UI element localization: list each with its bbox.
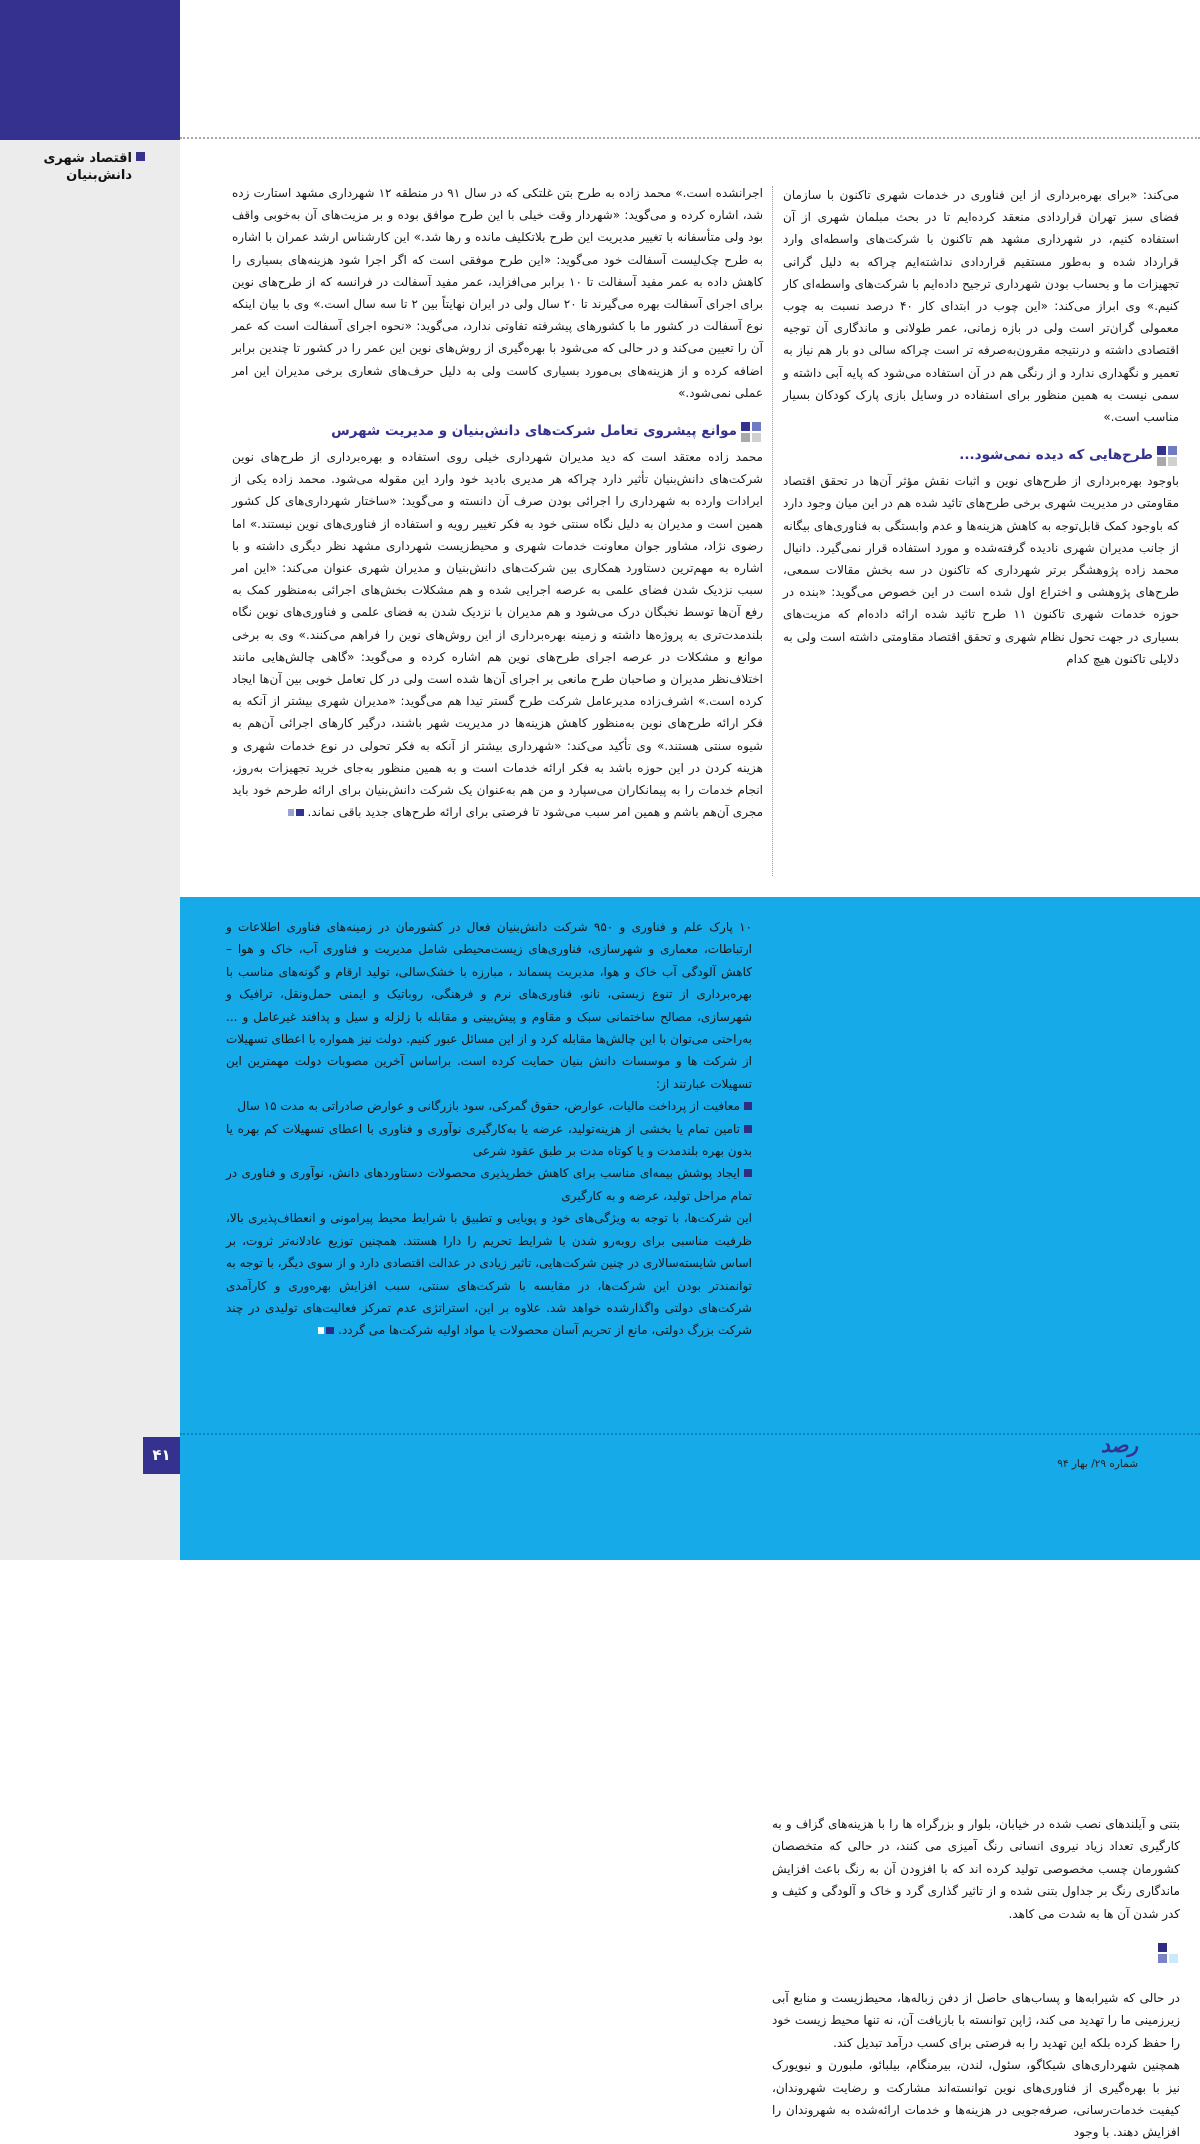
heading-line-1: نمونه‌های جهانی از دانش‌بنیانی [939, 1945, 1154, 1962]
bullet-square-icon [744, 1125, 752, 1133]
magazine-logo: رصد [1100, 1433, 1138, 1457]
heading-text [939, 1943, 1154, 1985]
sidebar-bullet: معافیت از پرداخت مالیات، عوارض، حقوق گمرکی، سود بازرگانی و عوارض صادراتی به مدت ۱۵ سال [226, 1095, 752, 1117]
sidebar-bullet: ایجاد پوشش بیمه‌ای مناسب برای کاهش خطرپذیری محصولات دستاوردهای دانش، نوآوری و فناوری در تمام مراحل تولید، عرضه و به کارگیری [226, 1166, 752, 1203]
heading-global-examples [772, 1943, 1180, 1985]
end-of-article-icon [288, 809, 294, 816]
end-of-article-icon [296, 809, 304, 816]
column-divider [772, 186, 773, 876]
section-subtitle: دانش‌بنیان [66, 168, 132, 183]
sidebar-column-right [772, 1813, 1180, 2144]
page-number: ۴۱ [143, 1437, 180, 1474]
heading-unseen-projects [783, 446, 1179, 468]
sidebar-paragraph: ۱۰ پارک علم و فناوری و ۹۵۰ شرکت دانش‌بنیان فعال در کشورمان در زمینه‌های فناوری اطلاعات و ارتباطات، معماری و شهرسازی، فناوری‌های زیست‌محیطی شامل مدیریت و فناوری آب، خاک و هوا – کاهش آلودگی آب خاک و هوا، مدیریت پسماند ، مبارزه با خشک‌سالی، تولید ارقام و گونه‌های مناسب با بهره‌برداری از تنوع زیستی، نانو، فناوری‌های نرم و فرهنگی، روباتیک و ایمنی حمل‌ونقل، ترافیک و شهرسازی، مصالح ساختمانی سبک و مقاوم و پیش‌بینی و مقابله با زلزله و سیل و پدافند غیرعامل و ... به‌راحتی می‌توان با این چالش‌ها مقابله کرد و از این مسائل عبور کنیم. دولت نیز همواره با اعطای تسهیلات از شرکت ها و موسسات دانش بنیان حمایت کرده است. براساس آخرین مصوبات دولت مهمترین این تسهیلات عبارتند از: [226, 920, 752, 1091]
article-paragraph: باوجود بهره‌برداری از طرح‌های نوین و اثبات نقش مؤثر آن‌ها در تحقق اقتصاد مقاومتی در مدیریت شهری برخی طرح‌های تائید شده هم در این میان وجود دارد که باوجود کمک قابل‌توجه به کاهش هزینه‌ها و عدم وابستگی به فناوری‌های بیگانه از جانب مدیران شهری نادیده گرفته‌شده و مورد استفاده قرار نمی‌گیرد. دانیال محمد زاده پژوهشگر برتر شهرداری که تاکنون در سه بخش مقالات سمعی، طرح‌های پژوهشی و اختراع اول شده است در این خصوص می‌گوید: «بنده در حوزه خدمات شهری تاکنون ۱۱ طرح تائید شده ارائه داده‌ام که مزیت‌های بسیاری در جهت تحول نظام شهری و تحقق اقتصاد مقاومتی داشته است ولی به دلایلی تاکنون هیچ کدام [783, 474, 1179, 666]
section-square-icon [136, 152, 145, 161]
bullet-square-icon [744, 1169, 752, 1177]
issue-info: شماره ۲۹/ بهار ۹۴ [1057, 1458, 1138, 1470]
article-paragraph: اجرانشده است.» محمد زاده به طرح بتن غلتکی که در سال ۹۱ در منطقه ۱۲ شهرداری مشهد استارت زده شد، اشاره کرده و می‌گوید: «شهردار وقت خیلی با این طرح موافق بوده و بر مزیت‌های آن به‌خوبی واقف بود ولی متأسفانه با تغییر مدیریت این طرح بلاتکلیف مانده و رها شد.» این کارشناس ارشد عمران با اشاره به طرح چک‌لیست آسفالت خود می‌گوید: «این طرح موفقی است که اگر اجرا شود هزینه‌های بسیاری را کاهش داده به عمر مفید آسفالت تا ۱۰ برابر می‌افزاید، عمر مفید آسفالت در فرانسه که از طرح‌های نوین برای اجرای آسفالت بهره می‌گیرند تا ۲۰ سال ولی در ایران نهایتاً بین ۲ تا سه سال است.» وی با بیان اینکه نوع آسفالت در کشور ما با کشورهای پیشرفته تفاوتی ندارد، می‌گوید: «نحوه اجرای آسفالت است که عمر آن را تعیین می‌کند و در حالی که می‌شود با بهره‌گیری از روش‌های نوین این عمر را در کشور تا چندین برابر اضافه کرده و از هزینه‌های بی‌مورد بسیاری کاست ولی به دلیل حرف‌های شعاری برخی مدیران این امر عملی نمی‌شود.» [232, 186, 764, 400]
heading-line-2: در مدیریت شهری [1033, 1966, 1154, 1983]
heading-text: طرح‌هایی که دیده نمی‌شود... [959, 447, 1153, 464]
article-paragraph: محمد زاده معتقد است که دید مدیران شهرداری خیلی روی استفاده و بهره‌برداری از طرح‌های نوین شرکت‌های دانش‌بنیان تأثیر دارد چراکه هر مدیری بادید خود وارد این مقوله می‌شود. محمد زاده یکی از ایرادات وارده به شهرداری را اجرائی بودن صرف آن دانسته و می‌گوید: «ساختار شهرداری‌های کل کشور همین است و مدیران به دلیل نگاه سنتی خود به فکر تغییر رویه و استفاده از فناوری‌های نوین نیستند.» اما رضوی نژاد، مشاور جوان معاونت خدمات شهری و محیط‌زیست شهرداری مشهد نظر دیگری داشته و با اشاره به مهم‌ترین دستاورد همکاری بین شرکت‌های دانش‌بنیان و مدیران شهری عنوان می‌کند: «این امر سبب نزدیک شدن فضای علمی به عرصه اجرایی شده و هم مشکلات بخش‌های اجرائی به‌منظور کمک به رفع آن‌ها توسط نخبگان درک می‌شود و هم مدیران با نزدیک شدن به فضای علمی و فناوری‌های نوین نگاه بلندمدت‌تری به پروژه‌ها داشته و زمینه بهره‌برداری از این روش‌های نوین را فراهم می‌کنند.» وی به برخی موانع و مشکلات در عرصه اجرای طرح‌های نوین هم اشاره کرده و می‌گوید: «گاهی چالش‌هایی مانند اختلاف‌نظر مدیران و صاحبان طرح مانعی بر اجرای آن‌ها شده است ولی در کل تعامل خوبی بین آن‌ها ایجاد کرده است.» اشرف‌زاده مدیرعامل شرکت طرح گستر تیدا هم می‌گوید: «مدیران شهری بیشتر از آنکه به فکر ارائه طرح‌های نوین به‌منظور کاهش هزینه‌ها در مدیریت شهر باشند، درگیر کارهای اجرائی آن‌هم به شیوه سنتی هستند.» وی تأکید می‌کند: «شهرداری بیشتر از آنکه به فکر تحولی در نوع خدمات شهری و هزینه کردن در این حوزه باشد به فکر ارائه خدمات است و به همین منظور به‌جای خرید تجهیزات به‌روز، انجام خدمات را به پیمانکاران می‌سپارد و من هم به‌عنوان یک شرکت دانش‌بنیان برای ارائه طرحم خود باید مجری آن‌هم باشم و همین امر سبب می‌شود تا فرصتی برای ارائه طرح‌های جدید باقی نماند. [232, 450, 763, 820]
sidebar-dotted-line [180, 1433, 1200, 1435]
sidebar-paragraph: همچنین شهرداری‌های شیکاگو، سئول، لندن، بیرمنگام، بیلبائو، ملبورن و نیویورک نیز با بهره‌گیری از فناوری‌های نوین توانسته‌اند مشارکت و رضایت شهروندان، کیفیت خدمات‌رسانی، صرفه‌جویی در هزینه‌ها و خدمات ارائه‌شده به شهروندان را افزایش دهند. با وجود [772, 2058, 1180, 2140]
end-of-sidebar-icon [326, 1327, 334, 1334]
heading-cubes-icon [741, 422, 763, 444]
article-column-right [783, 184, 1179, 670]
left-margin-band [0, 0, 180, 1560]
article-column-middle [232, 182, 763, 823]
header-dotted-line [180, 137, 1200, 139]
header-color-block [0, 0, 180, 140]
sidebar-paragraph: بتنی و آیلندهای نصب شده در خیابان، بلوار و بزرگراه ها را با هزینه‌های گزاف و به کارگیری تعداد زیاد نیروی انسانی رنگ آمیزی می کنند، در حالی که متخصصان کشورمان چسب مخصوصی تولید کرده اند که با افزودن آن به رنگ باعث افزایش ماندگاری رنگ بر جداول بتنی شده و از تاثیر گذاری گرد و خاک و آلودگی و کثیف و کدر شدن آن ها به شدت می کاهد. [772, 1817, 1180, 1921]
sidebar-paragraph: این شرکت‌ها، با توجه به ویژگی‌های خود و پویایی و تطبیق با شرایط محیط پیرامونی و انعطاف‌پذیری بالا، ظرفیت مناسبی برای روبه‌رو شدن با شرایط تحریم را دارا هستند. همچنین توزیع عادلانه‌تر ثروت، بر اساس شایسته‌سالاری در چنین شرکت‌هایی، تاثیر زیادی در عدالت اقتصادی دارد و از سوی دیگر، با توجه به توانمندتر بودن این شرکت‌ها، در مقایسه با شرکت‌های سنتی، سبب افزایش بهره‌وری و کارآمدی شرکت‌های دولتی واگذارشده خواهد شد. علاوه بر این، استراتژی عدم تمرکز فعالیت‌های تولیدی در چند شرکت بزرگ دولتی، مانع از تحریم آسان محصولات یا مواد اولیه شرکت‌ها می گردد. [226, 1211, 752, 1338]
end-of-sidebar-icon [318, 1327, 324, 1334]
sidebar-paragraph: در حالی که شیرابه‌ها و پساب‌های حاصل از دفن زباله‌ها، محیط‌زیست و منابع آبی زیرزمینی ما را تهدید می کند، ژاپن توانسته با بازیافت آن، نه تنها محیط زیست خود را حفظ کرده بلکه این تهدید را به فرصتی برای کسب درآمد تبدیل کند. [772, 1991, 1180, 2050]
article-paragraph: می‌کند: «برای بهره‌برداری از این فناوری در خدمات شهری تاکنون با سازمان فضای سبز تهران قراردادی منعقد کرده‌ایم تا در بحث مبلمان شهری از آن استفاده کنیم، در شهرداری مشهد هم تاکنون با شرکت‌های واسطه‌ای وارد قرارداد شده و به‌طور مستقیم قراردادی نداشته‌ایم چراکه به دلیل گرانی تجهیزات ما و بحساب بودن شهرداری ترجیح داده‌ایم با شرکت‌های واسطه‌ای کار کنیم.» وی ابراز می‌کند: «این چوب در ابتدای کار ۴۰ درصد نسبت به چوب معمولی گران‌تر است ولی در بازه زمانی، عمر طولانی و ماندگاری آن توجیه اقتصادی داشته و درنتیجه مقرون‌به‌صرفه تر است چراکه سالی دو بار هم نیاز به تعمیر و نگهداری ندارد و از رنگی هم در آن استفاده می‌شود که پایه آبی داشته و سمی نیست به همین منظور برای استفاده در وسایل بازی پارک کودکان بسیار مناسب است.» [783, 188, 1179, 425]
section-label [5, 150, 145, 184]
heading-barriers [232, 422, 763, 444]
bullet-square-icon [744, 1102, 752, 1110]
sidebar-column-middle [226, 916, 752, 1342]
heading-cubes-icon [1157, 446, 1179, 468]
heading-text: موانع پیشروی تعامل شرکت‌های دانش‌بنیان و مدیریت شهرس [331, 423, 737, 440]
sidebar-bullet: تامین تمام یا بخشی از هزینه‌تولید، عرضه یا به‌کارگیری نوآوری و فناوری با اعطای تسهیلات کم بهره یا بدون بهره بلندمدت و یا کوتاه مدت بر طبق عقود شرعی [226, 1121, 752, 1159]
heading-cubes-icon [1158, 1943, 1180, 1965]
section-title: اقتصاد شهری [43, 151, 132, 166]
